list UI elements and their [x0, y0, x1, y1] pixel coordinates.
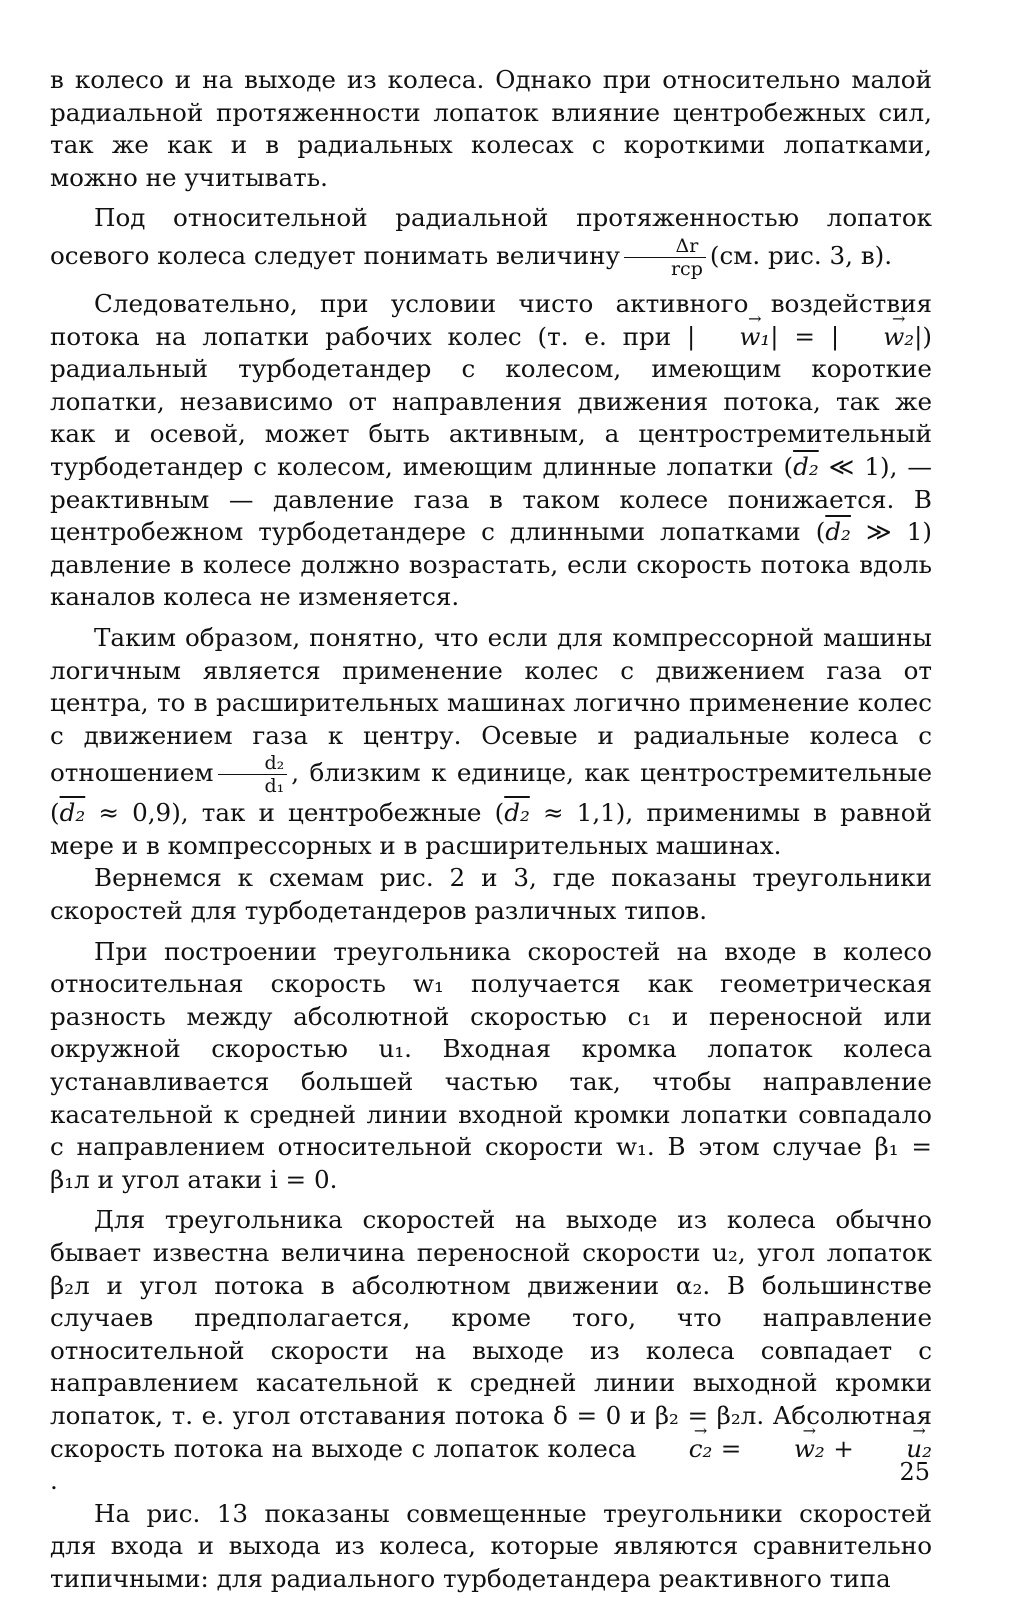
vector-w2: → w₂	[839, 321, 914, 354]
paragraph-1: в колесо и на выходе из колеса. Однако при относительно малой радиальной протяженности лопаток влияние центробежных сил, так же как и в радиальных колесах с короткими лопатками, можно не учитывать.	[50, 65, 932, 192]
paragraph-4	[50, 622, 932, 863]
fraction-d2-d1	[218, 752, 288, 797]
vector-c2: → c₂	[645, 1433, 713, 1466]
d2-bar-2: d₂	[825, 517, 851, 547]
d2-bar-4: d₂	[504, 798, 530, 828]
p4-text-d: ≈ 1,1), применимы в равной мере и в компрессорных и в расширительных машинах.	[50, 798, 932, 860]
p2-text-a: Под относительной радиальной протяженностью лопаток осевого колеса следует понимать величину	[50, 203, 932, 270]
fraction-denominator: d₁	[264, 775, 285, 798]
d2-bar-3: d₂	[59, 798, 86, 828]
p3-text-d: ≪ 1), — реактивным — давление газа в таком колесе понижается. В центробежном турбодетандере с длинными лопатками (	[50, 451, 933, 547]
p3-text-e: ≫ 1) давление в колесе должно возрастать, если скорость потока вдоль каналов колеса не изменяется.	[50, 517, 932, 612]
p7-text-a: Для треугольника скоростей на выходе из колеса обычно бывает известна величина переносной скорости u₂, угол лопаток β₂л и угол потока в абсолютном движении α₂. В большинстве случаев предполагается, кроме того, что направление относительной скорости на выходе из колеса совпадает с направлением касательной к средней линии выходной кромки лопаток, т. е. угол отставания потока δ = 0 и β₂ = β₂л. Абсолютная скорость потока на выходе с лопаток колеса	[50, 1205, 932, 1463]
paragraph-7	[50, 1204, 932, 1497]
paragraph-2	[50, 202, 932, 280]
p3-text-a: Следовательно, при условии чисто активного воздействия потока на лопатки рабочих колес (т. е. при |	[50, 288, 932, 351]
vector-w1: → w₁	[695, 321, 770, 354]
p4-text-c: ≈ 0,9), так и центробежные (	[85, 798, 505, 828]
vector-u2: → u₂	[862, 1433, 932, 1466]
p2-text-b: (см. рис. 3, в).	[709, 240, 893, 270]
fraction-dr-rcp	[624, 235, 706, 280]
fraction-numerator: Δr	[624, 235, 706, 258]
paragraph-3	[50, 288, 932, 614]
page-number: 25	[899, 1458, 930, 1486]
p4-text-b: , близким к единице, как центростремительные (	[50, 758, 932, 828]
paragraph-5: Вернемся к схемам рис. 2 и 3, где показаны треугольники скоростей для турбодетандеров различных типов.	[50, 863, 932, 926]
p7-text-d: .	[50, 1466, 58, 1496]
vector-w2-out: → w₂	[750, 1433, 825, 1466]
p3-text-b: | = |	[770, 321, 840, 351]
p7-text-b: =	[712, 1433, 750, 1463]
paragraph-8: На рис. 13 показаны совмещенные треугольники скоростей для входа и выхода из колеса, которые являются сравнительно типичными: для радиального турбодетандера реактивного типа	[50, 1498, 932, 1593]
paragraph-6: При построении треугольника скоростей на входе в колесо относительная скорость w₁ получается как геометрическая разность между абсолютной скоростью c₁ и переносной или окружной скоростью u₁. Входная кромка лопаток колеса устанавливается большей частью так, чтобы направление касательной к средней линии входной кромки лопатки совпадало с направлением относительной скорости w₁. В этом случае β₁ = β₁л и угол атаки i = 0.	[50, 936, 932, 1194]
p4-text-a: Таким образом, понятно, что если для компрессорной машины логичным является применение колес с движением газа от центра, то в расширительных машинах логично применение колес с движением газа к центру. Осевые и радиальные колеса с отношением	[50, 622, 932, 788]
d2-bar-1: d₂	[793, 451, 819, 481]
p3-text-c: |) радиальный турбодетандер с колесом, имеющим короткие лопатки, независимо от направления движения потока, так же как и осевой, может быть активным, а центростремительный турбодетандер с колесом, имеющим длинные лопатки (	[50, 321, 932, 481]
p7-text-c: +	[824, 1433, 863, 1463]
fraction-numerator: d₂	[218, 752, 288, 775]
body-text	[50, 64, 932, 1596]
fraction-denominator: rср	[670, 257, 703, 280]
